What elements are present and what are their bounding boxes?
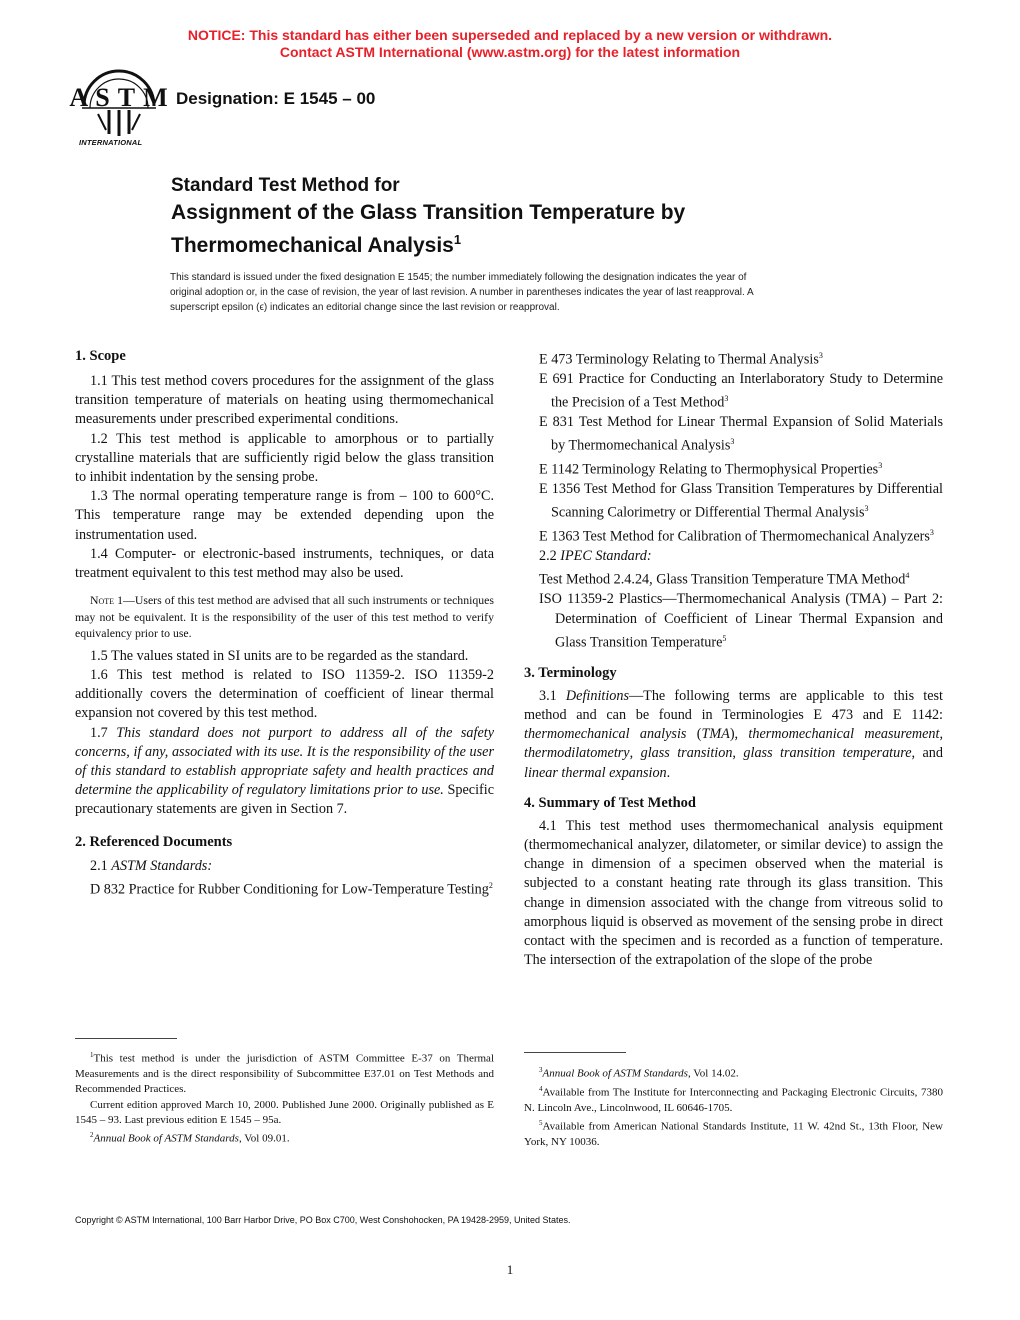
astm-logo	[69, 72, 169, 150]
issue-note-line-1: This standard is issued under the fixed designation E 1545; the number immediately following the designation indicates the year of	[170, 272, 747, 283]
ref-tm-2-4-24	[524, 566, 943, 590]
term-linear-thermal-expansion: linear thermal expansion	[524, 764, 667, 781]
ref-e1142-mark: 3	[878, 461, 883, 471]
footnote-3-rest: , Vol 14.02.	[687, 1067, 739, 1080]
title-line-1: Standard Test Method for	[171, 175, 400, 196]
ref-e831-mark: 3	[730, 437, 735, 447]
term-thermodilatometry: thermodilatometry	[524, 745, 630, 762]
para-3-1	[524, 687, 943, 783]
astm-logo-mark	[69, 72, 169, 138]
note-1	[75, 592, 494, 642]
para-3-1-text-g: , and	[911, 745, 943, 762]
footnote-1-text: This test method is under the jurisdiction of ASTM Committee E-37 on Thermal Measurements and is the direct responsibility of Subcommittee E37.01 on Test Methods and Recommended Practices.	[75, 1052, 494, 1096]
ref-e691-mark: 3	[724, 394, 729, 404]
para-4-1: 4.1 This test method uses thermomechanical analysis equipment (thermomechanical analyzer, dilatometer, or similar device) to assign the change in dimension of a specimen observed when the material is subjected to a constant heating rate through its glass transition. This change in dimension associated with the change from vitreous solid to amorphous liquid is observed as movement of the sensing probe in direct contact with the specimen and is recorded as a function of temperature. The intersection of the extrapolation of the slope of the probe	[524, 817, 943, 969]
ref-iso-mark: 5	[722, 633, 727, 643]
para-1-4: 1.4 Computer- or electronic-based instruments, techniques, or data treatment equivalent to this test method may also be used.	[75, 545, 494, 582]
copyright: Copyright © ASTM International, 100 Barr Harbor Drive, PO Box C700, West Conshohocken, PA 19428-2959, United States.	[75, 1215, 571, 1225]
para-3-1-label: Definitions	[565, 687, 629, 704]
notice-banner	[0, 27, 1020, 61]
notice-line-2: Contact ASTM International (www.astm.org) for the latest information	[279, 44, 741, 60]
para-1-5: 1.5 The values stated in SI units are to be regarded as the standard.	[90, 647, 469, 664]
para-1-7-number: 1.7	[90, 724, 117, 741]
term-tma: thermomechanical analysis	[524, 726, 687, 743]
ref-e1142	[524, 456, 943, 480]
term-thermomechanical-measurement: thermomechanical measurement	[748, 726, 940, 743]
title-line-2: Assignment of the Glass Transition Temperature by	[171, 201, 686, 224]
svg-text:A S T M: A S T M	[69, 83, 169, 112]
ref-e1356-mark: 3	[864, 504, 869, 514]
para-3-1-text-h: .	[666, 764, 671, 781]
para-2-1-label: ASTM Standards:	[111, 857, 213, 874]
ref-iso-text: ISO 11359-2 Plastics—Thermomechanical Analysis (TMA) – Part 2: Determination of Coefficient of Linear Thermal Expansion and Glass Transition Temperature	[539, 591, 943, 651]
para-1-7-rest: Specific precautionary statements are given in Section 7.	[75, 782, 495, 818]
para-2-2	[524, 547, 943, 566]
para-1-2: 1.2 This test method is applicable to amorphous or to partially crystalline materials that are sufficiently rigid below the glass transition to inhibit indentation by the sensing probe.	[75, 430, 494, 486]
para-1-3: 1.3 The normal operating temperature range is from – 100 to 600°C. This temperature range may be extended depending upon the instrumentation used.	[75, 488, 494, 543]
title-footnote-mark: 1	[453, 232, 462, 247]
footnote-5-mark: 5	[539, 1119, 543, 1128]
footnote-rule-left	[75, 1038, 177, 1039]
term-tma-abbr: TMA	[701, 726, 730, 743]
designation: Designation: E 1545 – 00	[176, 89, 376, 108]
issue-note-line-3: superscript epsilon (ϵ) indicates an editorial change since the last revision or reapproval.	[170, 302, 560, 313]
footnote-2-mark: 2	[90, 1131, 94, 1140]
para-2-1-number: 2.1	[90, 857, 112, 874]
footnote-4	[524, 1082, 943, 1116]
footnotes-right	[524, 1063, 943, 1150]
footnote-2-italic: Annual Book of ASTM Standards	[93, 1132, 239, 1145]
footnote-rule-right	[524, 1052, 626, 1053]
ref-e691	[524, 370, 943, 413]
para-1-7-italic: This standard does not purport to address all of the safety concerns, if any, associated with its use. It is the responsibility of the user of this standard to establish appropriate safety and health practices and determine the applicability of regulatory limitations prior to use.	[75, 724, 494, 799]
issue-note-line-2: original adoption or, in the case of revision, the year of last revision. A number in parentheses indicates the year of last reapproval. A	[170, 287, 754, 298]
para-1-1: 1.1 This test method covers procedures for the assignment of the glass transition temperature of materials on heating using thermomechanical measurements under prescribed experimental conditions.	[75, 373, 494, 428]
ref-e1356	[524, 480, 943, 523]
para-2-2-label: IPEC Standard:	[560, 548, 652, 565]
ref-tm-text: Test Method 2.4.24, Glass Transition Temperature TMA Method	[539, 572, 906, 589]
para-2-2-number: 2.2	[539, 548, 561, 565]
footnote-3	[524, 1063, 943, 1082]
para-1-7	[75, 724, 494, 820]
ref-e691-text: E 691 Practice for Conducting an Interlaboratory Study to Determine the Precision of a Test Method	[539, 370, 943, 411]
footnote-1b: Current edition approved March 10, 2000. Published June 2000. Originally published as E 1545 – 93. Last previous edition E 1545 – 95a.	[75, 1098, 494, 1126]
footnote-5	[524, 1116, 943, 1150]
ref-e1363-text: E 1363 Test Method for Calibration of Thermomechanical Analyzers	[539, 529, 930, 546]
ref-tm-mark: 4	[905, 571, 910, 581]
term-glass-transition: glass transition	[640, 745, 733, 762]
issue-note	[170, 270, 860, 315]
footnote-1-mark: 1	[90, 1051, 94, 1059]
ref-iso-11359-2	[524, 590, 943, 652]
ref-e1363	[524, 523, 943, 547]
para-3-1-number: 3.1	[539, 687, 566, 704]
footnote-2	[75, 1128, 494, 1147]
para-3-1-text-b: (	[686, 726, 702, 743]
para-3-1-text-e: ,	[629, 745, 641, 762]
title-line-3	[171, 226, 871, 259]
footnote-5-text: Available from American National Standards Institute, 11 W. 42nd St., 13th Floor, New York, NY 10036.	[524, 1120, 943, 1149]
footnote-1	[75, 1048, 494, 1098]
right-column	[524, 346, 943, 970]
para-3-1-text-a: —The following terms are applicable to this test method and can be found in Terminologies E 473 and E 1142:	[524, 687, 943, 723]
footnote-4-text: Available from The Institute for Interconnecting and Packaging Electronic Circuits, 7380 N. Lincoln Ave., Lincolnwood, IL 60646-1705.	[524, 1086, 943, 1114]
section-3-heading: 3. Terminology	[524, 664, 617, 681]
title-main	[171, 199, 871, 259]
note-1-label: Note	[90, 593, 115, 608]
ref-d832-mark: 2	[488, 880, 493, 890]
term-glass-transition-temperature: glass transition temperature	[743, 745, 912, 762]
ref-e473	[524, 346, 943, 370]
ref-e1142-text: E 1142 Terminology Relating to Thermophysical Properties	[539, 461, 879, 478]
ref-d832-text: D 832 Practice for Rubber Conditioning for Low-Temperature Testing	[90, 881, 489, 898]
page-number: 1	[506, 1262, 514, 1277]
section-1-heading: 1. Scope	[75, 348, 126, 364]
section-4-heading: 4. Summary of Test Method	[524, 794, 696, 811]
footnote-3-italic: Annual Book of ASTM Standards	[542, 1067, 688, 1080]
ref-d832	[75, 876, 494, 900]
ref-e831-text: E 831 Test Method for Linear Thermal Expansion of Solid Materials by Thermomechanical Analysis	[539, 414, 943, 455]
ref-e473-mark: 3	[818, 351, 823, 360]
left-column	[75, 348, 494, 900]
note-1-text: 1—Users of this test method are advised that all such instruments or techniques may not be equivalent. It is the responsibility of the user of this test method to verify equivalency prior to use.	[75, 593, 494, 641]
footnote-2-rest: , Vol 09.01.	[238, 1132, 290, 1145]
ref-e831	[524, 413, 943, 456]
footnote-4-mark: 4	[539, 1084, 543, 1093]
astm-logo-subtext: INTERNATIONAL	[79, 138, 143, 147]
para-3-1-text-f: ,	[732, 745, 744, 762]
ref-e473-text: E 473 Terminology Relating to Thermal Analysis	[539, 351, 819, 368]
para-2-1	[75, 857, 494, 876]
section-2-heading: 2. Referenced Documents	[75, 833, 233, 850]
para-3-1-text-d: ,	[939, 726, 943, 743]
ref-e1356-text: E 1356 Test Method for Glass Transition Temperatures by Differential Scanning Calorimetry or Differential Thermal Analysis	[539, 481, 943, 522]
footnotes-left	[75, 1048, 494, 1147]
notice-line-1: NOTICE: This standard has either been superseded and replaced by a new version or withdrawn.	[187, 27, 833, 43]
para-1-6: 1.6 This test method is related to ISO 11359-2. ISO 11359-2 additionally covers the determination of coefficient of linear thermal expansion not covered by this test method.	[75, 666, 494, 722]
title-line-3-text: Thermomechanical Analysis	[171, 234, 454, 257]
ref-e1363-mark: 3	[929, 528, 934, 538]
para-3-1-text-c: ),	[729, 726, 749, 743]
footnote-3-mark: 3	[539, 1066, 543, 1074]
